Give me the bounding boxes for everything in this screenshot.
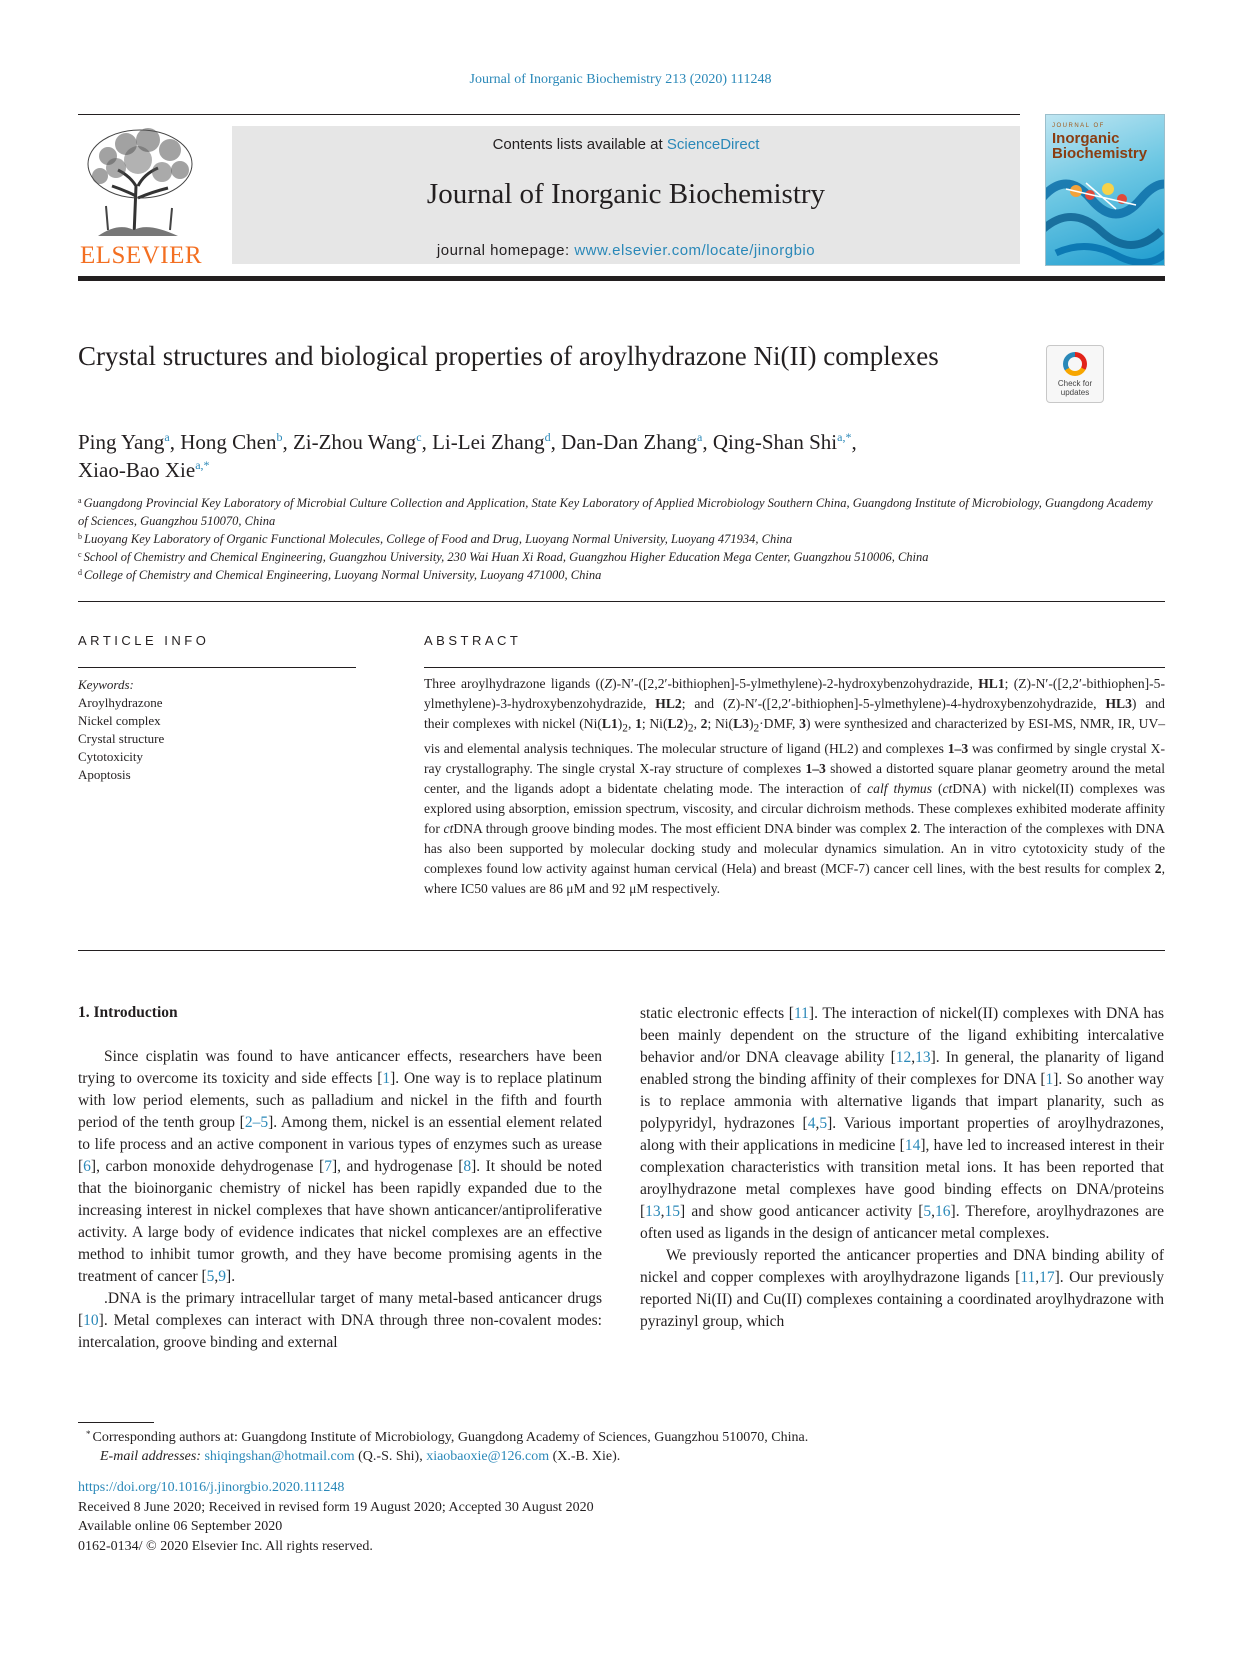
publication-info [78,1478,1165,1556]
cover-title: Inorganic Biochemistry [1052,130,1148,162]
crossmark-icon [1063,352,1087,376]
check-updates-label: Check for updates [1057,379,1093,397]
author-name[interactable]: Xiao-Bao Xie [78,458,196,482]
online-date: Available online 06 September 2020 [78,1519,283,1534]
citation-link[interactable]: 13 [915,1049,931,1066]
doi-link[interactable]: https://doi.org/10.1016/j.jinorgbio.2020.111248 [78,1480,345,1495]
protein-ribbon-icon [1046,169,1165,266]
header-rule [78,114,1020,115]
author-list: Ping Yang$^a$, Hong Chen$^b$, Zi-Zhou Wang$^c$, Li-Lei Zhang$^d$, Dan-Dan Zhang$^a$, Qing-Shan Shi$^{a,*}$, Xiao-Bao Xie$^{a,*}$ [78,430,857,482]
footnote-rule [78,1422,154,1423]
article-title: Crystal structures and biological properties of aroylhydrazone Ni(II) complexes [78,341,939,371]
paragraph: We previously reported the anticancer properties and DNA binding ability of nickel and copper complexes with aroylhydrazone ligands [11,17]. Our previously reported Ni(II) and Cu(II) complexes containing a coordinated aroylhydrazone with pyrazinyl group, which [640,1247,1164,1330]
citation-link[interactable]: 11 [1020,1269,1036,1286]
keyword-item: Crystal structure [78,731,165,746]
elsevier-logo[interactable] [78,126,204,269]
citation-link[interactable]: 13 [645,1203,661,1220]
header-thick-rule [78,276,1165,281]
paragraph: Since cisplatin was found to have anticancer effects, researchers have been trying to overcome its toxicity and side effects [1]. One way is to replace platinum with low period elements, such as palladium and nickel in the fifth and fourth period of the tenth group [2–5]. Among them, nickel is an essential element related to life process and an active component in various types of enzymes such as urease [6], carbon monoxide dehydrogenase [7], and hydrogenase [8]. It should be noted that the bioinorganic chemistry of nickel has been rapidly expanded due to the increasing interest in nickel complexes that have shown anticancer/antiproliferative activity. A large body of evidence indicates that nickel complexes are an effective method to inhibit tumor growth, and they have become promising agents in the treatment of cancer [5,9]. [78,1048,603,1285]
journal-cover-image[interactable] [1045,114,1165,266]
abstract-text: Three aroylhydrazone ligands ((Z)-N′-([2,2′-bithiophen]-5-ylmethylene)-2-hydroxybenzohydrazide, HL1; (Z)-N′-([2,2′-bithiophen]-5-ylmethylene)-3-hydroxybenzohydrazide, HL2; and (Z)-N′-([2,2′-bithiophen]-5-ylmethylene)-4-hydroxybenzohydrazide, HL3) and their complexes with nickel ($Ni(L1)_2$, 1; $Ni(L2)_2$, 2; $Ni(L3)_2\cdot DMF$, 3) were synthesized and characterized by ESI-MS, NMR, IR, UV–vis and elemental analysis techniques. The molecular structure of ligand (HL2) and complexes 1–3 was confirmed by single crystal X-ray crystallography. The single crystal X-ray structure of complexes 1–3 showed a distorted square planar geometry around the metal center, and the ligands adopt a bidentate chelating mode. The interaction of calf thymus (ctDNA) with nickel(II) complexes was explored using absorption, emission spectrum, viscosity, and circular dichroism methods. These complexes exhibited moderate affinity for ctDNA through groove binding modes. The most efficient DNA binder was complex 2. The interaction of the complexes with DNA has also been supported by molecular docking study and molecular dynamics simulation. An in vitro cytotoxicity study of the complexes found low activity against human cervical (Hela) and breast (MCF-7) cancer cell lines, with the best results for complex 2, where IC50 values are 86 μM and 92 μM respectively. [424,676,1166,896]
contents-line: Contents lists available at ScienceDirect [492,136,760,153]
keyword-item: Cytotoxicity [78,749,143,764]
citation-link[interactable]: 5 [923,1203,932,1220]
citation-link[interactable]: 5 [819,1115,828,1132]
elsevier-wordmark: ELSEVIER [79,242,203,269]
elsevier-tree-icon [78,126,204,238]
cover-journal-of: JOURNAL OF [1052,123,1105,129]
abstract-rule [424,667,1165,668]
citation-link[interactable]: 9 [218,1268,227,1285]
homepage-line: journal homepage: www.elsevier.com/locate/jinorgbio [436,242,816,259]
author-name[interactable]: Qing-Shan Shi [712,430,838,454]
sciencedirect-link[interactable]: ScienceDirect [666,136,760,153]
keywords-label: Keywords: [78,677,134,692]
article-info-heading: ARTICLE INFO [78,633,210,648]
corresponding-author-footnote: * Corresponding authors at: Guangdong Institute of Microbiology, Guangdong Academy of Sciences, Guangzhou 510070, China. E-mail addresses: shiqingshan@hotmail.com (Q.-S. Shi), xiaobaoxie@126.com (X.-B. Xie). [86,1429,809,1464]
affiliation: $^c$ School of Chemistry and Chemical Engineering, Guangzhou University, 230 Wai Huan Xi Road, Guangzhou Higher Education Mega Center, Guangzhou 510006, China [78,550,929,564]
article-info-rule [78,667,356,668]
check-for-updates-button[interactable] [1046,345,1104,403]
citation-link[interactable]: 17 [1039,1269,1055,1286]
author-name[interactable]: Dan-Dan Zhang [561,430,698,454]
abstract-heading: ABSTRACT [424,633,522,648]
author-affiliation-mark[interactable]: a,* [195,458,210,472]
citation-link[interactable]: 7 [324,1158,332,1175]
author-name[interactable]: Li-Lei Zhang [432,430,545,454]
author-affiliation-mark[interactable]: b [276,430,283,444]
body-column-left [78,1046,602,1354]
email-link[interactable]: xiaobaoxie@126.com [426,1449,550,1464]
paragraph: .DNA is the primary intracellular target of many metal-based anticancer drugs [10]. Metal complexes can interact with DNA through three non-covalent modes: intercalation, groove binding and external [78,1290,602,1351]
citation-link[interactable]: 6 [83,1158,91,1175]
citation-link[interactable]: 14 [904,1137,921,1154]
author-affiliation-mark[interactable]: d [544,430,551,444]
affiliation: $^a$ Guangdong Provincial Key Laboratory of Microbial Culture Collection and Application, State Key Laboratory of Applied Microbiology Southern China, Guangdong Institute of Microbiology, Guangdong Academy of Sciences, Guangzhou 510070, China [78,496,1153,528]
author-name[interactable]: Ping Yang [78,430,165,454]
citation-link[interactable]: 1 [1045,1071,1054,1088]
citation-link[interactable]: 11 [793,1005,809,1022]
email-link[interactable]: shiqingshan@hotmail.com [204,1449,355,1464]
body-column-right [640,1003,1164,1333]
author-affiliation-mark[interactable]: a,* [837,430,852,444]
author-affiliation-mark[interactable]: a [164,430,170,444]
journal-title: Journal of Inorganic Biochemistry [426,178,826,210]
citation-link[interactable]: 10 [83,1312,99,1329]
section-divider [78,950,1165,951]
journal-header [232,126,1020,264]
keyword-item: Aroylhydrazone [78,695,163,710]
keyword-item: Apoptosis [78,767,131,782]
citation-link[interactable]: 12 [895,1049,912,1066]
citation-link[interactable]: 5 [206,1268,215,1285]
journal-reference[interactable]: Journal of Inorganic Biochemistry 213 (2020) 111248 [469,72,772,87]
citation-link[interactable]: 2–5 [244,1114,269,1131]
citation-link[interactable]: 8 [463,1158,472,1175]
author-name[interactable]: Hong Chen [180,430,277,454]
citation-link[interactable]: 1 [382,1070,391,1087]
affiliation: $^d$ College of Chemistry and Chemical Engineering, Luoyang Normal University, Luoyang 471000, China [78,568,602,582]
keyword-item: Nickel complex [78,713,161,728]
affiliations [78,494,1165,584]
citation-link[interactable]: 16 [935,1203,951,1220]
keywords-block [78,676,348,784]
author-name[interactable]: Zi-Zhou Wang [292,430,417,454]
section-divider [78,601,1165,602]
section-heading-introduction: 1. Introduction [78,1004,178,1021]
author-affiliation-mark[interactable]: a [697,430,703,444]
received-dates: Received 8 June 2020; Received in revised form 19 August 2020; Accepted 30 August 2020 [78,1499,594,1515]
citation-link[interactable]: 4 [807,1115,816,1132]
citation-link[interactable]: 15 [664,1203,681,1220]
homepage-link[interactable]: www.elsevier.com/locate/jinorgbio [574,242,816,259]
author-affiliation-mark[interactable]: c [416,430,422,444]
copyright: 0162-0134/ © 2020 Elsevier Inc. All rights reserved. [78,1538,373,1554]
affiliation: $^b$ Luoyang Key Laboratory of Organic Functional Molecules, College of Food and Drug, Luoyang Normal University, Luoyang 471934, China [78,532,793,546]
paragraph: static electronic effects [11]. The interaction of nickel(II) complexes with DNA has been mainly dependent on the structure of the ligand exhibiting intercalative behavior and/or DNA cleavage ability [12,13]. In general, the planarity of ligand enabled strong the binding affinity of their complexes for DNA [1]. So another way is to replace ammonia with alternative ligands that impart planarity, such as polypyridyl, hydrazones [4,5]. Various important properties of aroylhydrazones, along with their applications in medicine [14], have led to increased interest in their complexation characteristics with transition metal ions. It has been reported that aroylhydrazone metal complexes have good binding effects on DNA/proteins [13,15] and show good anticancer activity [5,16]. Therefore, aroylhydrazones are often used as ligands in the design of anticancer metal complexes. [640,1005,1165,1242]
